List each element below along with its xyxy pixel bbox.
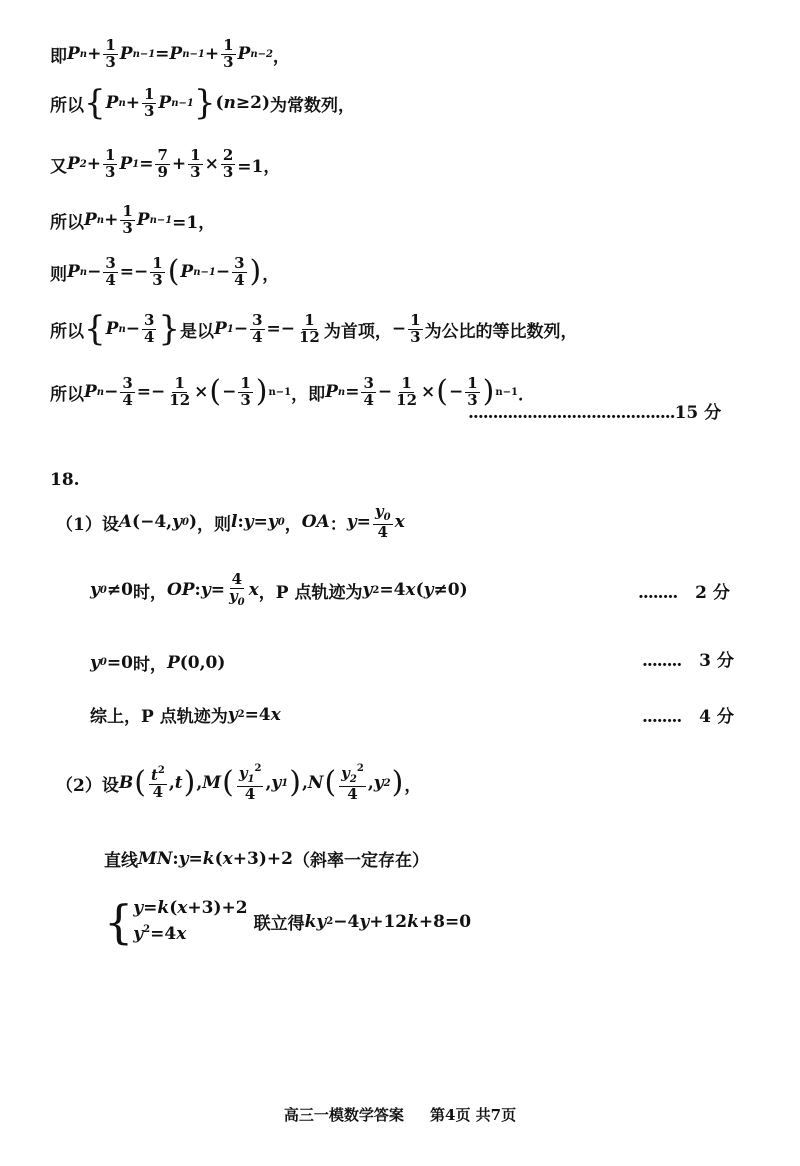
math-line-6: 所以 { P n − $\frac{3}{4}$ } 是以 P 1 − $\frac{3}{4}$ =− $\frac{1}{12}$ 为首项， − $\frac{1}{3}$ 为公比的等比数列，: [50, 309, 578, 349]
math-line-5: 则 P n − $\frac{3}{4}$ =− $\frac{1}{3}$ ( P n−1 − $\frac{3}{4}$ ) ，: [50, 254, 280, 290]
page-footer: [0, 1104, 800, 1125]
word: 所以: [50, 321, 84, 342]
part1-case2: y 0 =0 时， P (0,0): [90, 652, 226, 675]
word: ，即: [291, 384, 326, 405]
question-number: 18.: [50, 470, 80, 490]
score-4: ........ 4 分: [642, 707, 734, 727]
part2-system: { y=k(x+3)+2 $y^2=4x$ 联立得 ky 2 −4 y +12 k +8=0: [104, 894, 472, 949]
word: 为首项，: [323, 321, 392, 342]
part1-case1: y 0 ≠0 时， OP : y = $\frac{4}{y_0}$ x ，P 点轨迹为 y 2 =4 x ( y ≠0): [90, 570, 468, 608]
score-15: ..........................................15 分: [468, 403, 722, 423]
score-2: ........ 2 分: [638, 583, 730, 603]
part1-setup: （1）设 A (−4, y 0 ) ，则 l : y = y 0 ， OA ： y = $\frac{y_0}{4}$ x: [56, 502, 405, 541]
footer-title: 高三一模数学答案: [283, 1106, 404, 1124]
word: 即: [50, 46, 67, 67]
word: 则: [50, 264, 67, 285]
math-line-2: 所以 { P n + $\frac{1}{3}$ P n−1 } ( n ≥2) 为常数列，: [50, 83, 355, 123]
footer-page: 第4页 共7页: [430, 1106, 517, 1124]
math-line-7: 所以 P n − $\frac{3}{4}$ =− $\frac{1}{12}$ × ( − $\frac{1}{3}$ ) n−1 ，即 P n = $\frac{3}{4}$ − $\frac{1}{12}$ × ( − $\frac{1}{3}$ ) n−1 ．: [50, 374, 535, 410]
part1-summary: 综上，P 点轨迹为 y 2 =4 x: [90, 704, 281, 727]
part2-line: 直线 MN : y = k ( x +3)+2 （斜率一定存在）: [104, 848, 429, 871]
math-line-4: 所以 P n + $\frac{1}{3}$ P n−1 =1，: [50, 202, 216, 237]
score-3: ........ 3 分: [642, 651, 734, 671]
math-line-3: 又 P 2 + $\frac{1}{3}$ P 1 = $\frac{7}{9}$ + $\frac{1}{3}$ × $\frac{2}{3}$ =1，: [50, 146, 281, 181]
word: 所以: [50, 384, 84, 405]
math-line-1: 即 P n + $\frac{1}{3}$ P n−1 = P n−1 + $\frac{1}{3}$ P n−2 ，: [50, 36, 290, 71]
word: 又: [50, 156, 67, 177]
word: 所以: [50, 212, 84, 233]
word: 是以: [180, 321, 215, 342]
part2-setup: （2）设 B ( $\frac{t^2}{4}$ , t ) , M ( $\frac{y_1^2}{4}$ , y 1 ) , N ( $\frac{y_2^2}{4}$ , y 2 ) ，: [56, 763, 422, 803]
word: 为常数列，: [270, 95, 355, 116]
word: 为公比的等比数列，: [424, 321, 578, 342]
word: 所以: [50, 95, 84, 116]
